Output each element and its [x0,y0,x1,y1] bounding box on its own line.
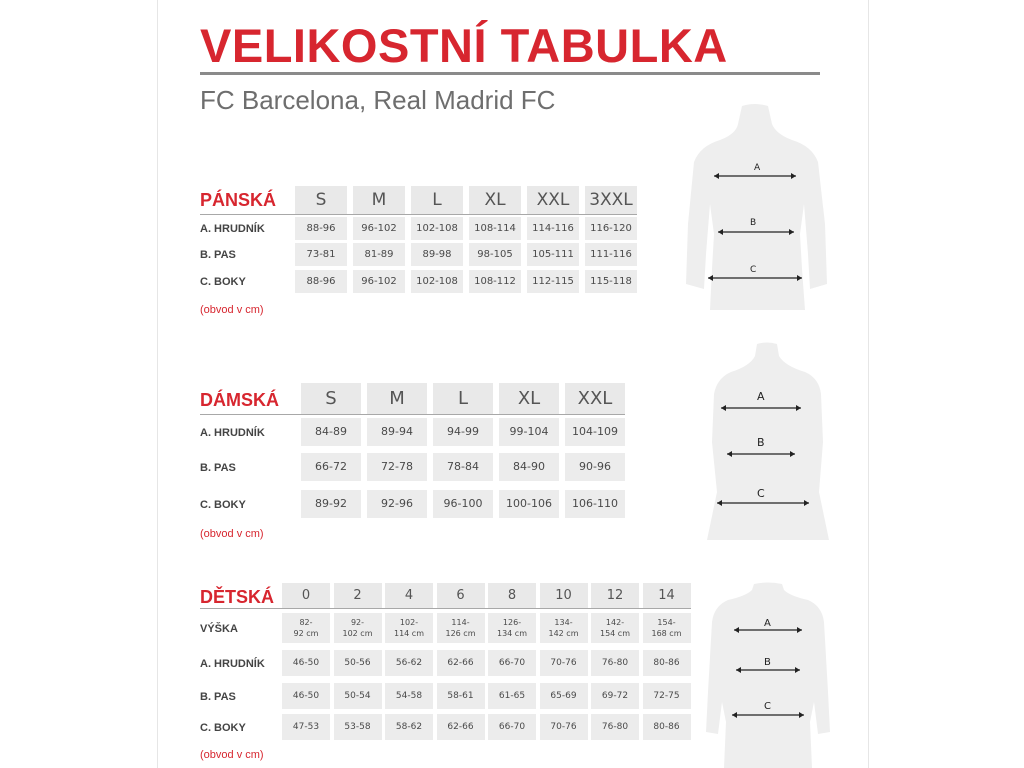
women-size-header: XL [499,383,559,414]
kids-body-figure [706,582,830,768]
kids-value-cell: 46-50 [282,683,330,709]
women-value-cell: 84-90 [499,453,559,481]
kids-value-cell: 72-75 [643,683,691,709]
men-label-c: C [750,265,757,275]
kids-value-cell: 66-70 [488,714,536,740]
men-section-label: PÁNSKÁ [200,190,277,210]
women-value-cell: 94-99 [433,418,493,446]
kids-row-label: C. BOKY [200,721,246,734]
kids-silhouette [706,583,830,768]
kids-header-line [200,608,691,609]
kids-height-line-1: 154- [657,618,676,627]
kids-height-line-2: 134 cm [496,629,527,638]
kids-value-cell: 66-70 [488,650,536,676]
kids-section-label: DĚTSKÁ [200,587,275,607]
kids-height-line-2: 168 cm [651,629,682,638]
women-unit-note: (obvod v cm) [200,528,264,540]
kids-value-cell: 46-50 [282,650,330,676]
women-size-header: XXL [565,383,625,414]
kids-value-cell: 58-62 [385,714,433,740]
women-label-a: A [757,390,765,403]
men-value-cell: 96-102 [353,217,405,240]
men-value-cell: 88-96 [295,217,347,240]
women-value-cell: 90-96 [565,453,625,481]
men-size-header: XXL [527,186,579,214]
women-label-b: B [757,436,765,449]
kids-height-cell [437,613,485,643]
kids-value-cell: 54-58 [385,683,433,709]
kids-height-line-2: 114 cm [393,629,424,638]
kids-height-cell [488,613,536,643]
kids-size-header: 0 [282,583,330,608]
page-subtitle: FC Barcelona, Real Madrid FC [200,85,556,115]
title-divider [200,72,820,75]
kids-value-cell: 61-65 [488,683,536,709]
kids-label-c: C [764,701,771,712]
women-value-cell: 106-110 [565,490,625,518]
kids-unit-note: (obvod v cm) [200,749,264,761]
kids-value-cell: 80-86 [643,650,691,676]
kids-value-cell: 53-58 [334,714,382,740]
men-header-line [200,214,637,215]
women-value-cell: 104-109 [565,418,625,446]
women-value-cell: 78-84 [433,453,493,481]
women-row-label: A. HRUDNÍK [200,426,265,439]
women-size-header: S [301,383,361,414]
men-size-header: XL [469,186,521,214]
women-value-cell: 92-96 [367,490,427,518]
women-size-header: M [367,383,427,414]
men-size-header: 3XXL [585,186,637,214]
women-value-cell: 84-89 [301,418,361,446]
kids-size-header: 4 [385,583,433,608]
kids-label-a: A [764,618,771,629]
men-value-cell: 73-81 [295,243,347,266]
kids-size-header: 2 [334,583,382,608]
kids-height-line-1: 92- [350,618,365,627]
kids-value-cell: 58-61 [437,683,485,709]
kids-size-header: 8 [488,583,536,608]
kids-size-header: 6 [437,583,485,608]
kids-height-line-2: 126 cm [445,629,476,638]
men-value-cell: 108-112 [469,270,521,293]
kids-size-header: 14 [643,583,691,608]
kids-value-cell: 76-80 [591,714,639,740]
kids-value-cell: 62-66 [437,650,485,676]
kids-height-cell [282,613,330,643]
kids-height-cell [643,613,691,643]
kids-size-header: 10 [540,583,588,608]
women-value-cell: 96-100 [433,490,493,518]
men-silhouette [686,104,827,310]
men-label-a: A [754,163,761,173]
kids-value-cell: 50-56 [334,650,382,676]
men-body-figure [680,104,830,314]
men-value-cell: 88-96 [295,270,347,293]
kids-value-cell: 50-54 [334,683,382,709]
kids-height-line-1: 82- [299,618,313,627]
women-value-cell: 66-72 [301,453,361,481]
men-value-cell: 89-98 [411,243,463,266]
men-value-cell: 116-120 [585,217,637,240]
women-section-label: DÁMSKÁ [200,390,279,410]
kids-height-line-1: 142- [605,618,625,627]
men-value-cell: 98-105 [469,243,521,266]
kids-value-cell: 70-76 [540,650,588,676]
kids-row-label: VÝŠKA [200,623,238,635]
kids-value-cell: 80-86 [643,714,691,740]
women-value-cell: 89-92 [301,490,361,518]
women-value-cell: 72-78 [367,453,427,481]
kids-value-cell: 47-53 [282,714,330,740]
women-header-line [200,414,625,415]
kids-height-cell [591,613,639,643]
men-value-cell: 108-114 [469,217,521,240]
men-size-header: L [411,186,463,214]
kids-height-line-1: 102- [399,618,419,627]
men-value-cell: 112-115 [527,270,579,293]
kids-height-cell [540,613,588,643]
kids-row-label: B. PAS [200,690,236,703]
men-value-cell: 115-118 [585,270,637,293]
kids-height-line-2: 102 cm [342,629,373,638]
kids-value-cell: 65-69 [540,683,588,709]
kids-value-cell: 62-66 [437,714,485,740]
men-value-cell: 111-116 [585,243,637,266]
men-value-cell: 105-111 [527,243,579,266]
women-value-cell: 99-104 [499,418,559,446]
men-row-label: C. BOKY [200,276,246,288]
men-row-label: B. PAS [200,249,236,261]
women-row-label: B. PAS [200,461,236,474]
kids-height-line-2: 142 cm [548,629,579,638]
kids-value-cell: 69-72 [591,683,639,709]
women-value-cell: 89-94 [367,418,427,446]
kids-height-cell [334,613,382,643]
page-title: VELIKOSTNÍ TABULKA [200,19,728,72]
women-body-figure [705,342,830,542]
women-silhouette [707,343,829,541]
men-row-label: A. HRUDNÍK [200,223,265,235]
men-value-cell: 96-102 [353,270,405,293]
men-label-b: B [750,218,757,228]
men-value-cell: 114-116 [527,217,579,240]
kids-label-b: B [764,657,771,668]
kids-value-cell: 56-62 [385,650,433,676]
kids-value-cell: 76-80 [591,650,639,676]
kids-row-label: A. HRUDNÍK [200,657,265,670]
women-row-label: C. BOKY [200,498,246,511]
men-value-cell: 102-108 [411,270,463,293]
men-unit-note: (obvod v cm) [200,304,264,316]
kids-size-header: 12 [591,583,639,608]
men-size-header: S [295,186,347,214]
men-value-cell: 102-108 [411,217,463,240]
kids-height-line-1: 114- [451,618,470,627]
women-size-header: L [433,383,493,414]
kids-height-line-1: 134- [554,618,573,627]
men-value-cell: 81-89 [353,243,405,266]
kids-height-line-2: 154 cm [599,629,630,638]
kids-height-line-2: 92 cm [293,629,319,638]
women-value-cell: 100-106 [499,490,559,518]
kids-value-cell: 70-76 [540,714,588,740]
men-size-header: M [353,186,405,214]
kids-height-cell [385,613,433,643]
kids-height-line-1: 126- [502,618,522,627]
women-label-c: C [757,487,765,500]
